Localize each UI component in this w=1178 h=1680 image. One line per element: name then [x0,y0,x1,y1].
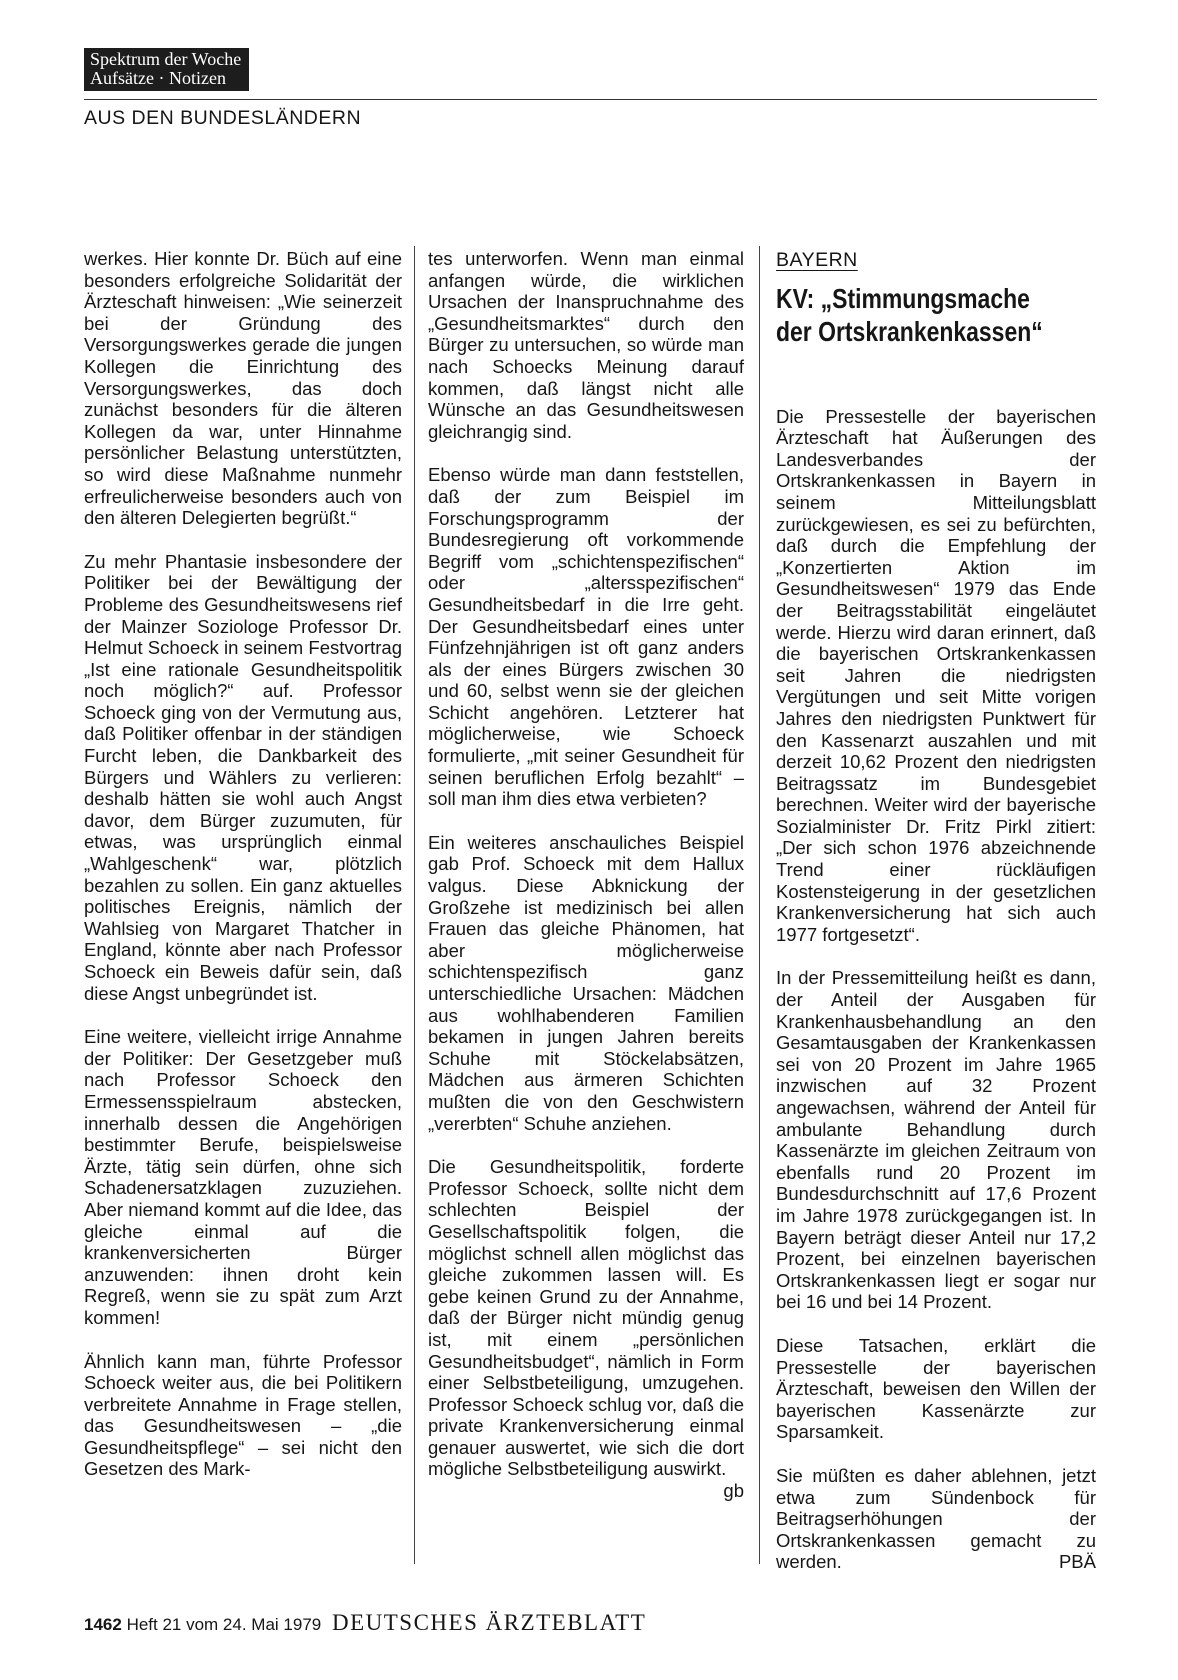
column-divider-2 [759,246,760,1564]
author-signature: gb [723,1480,744,1502]
article-column-1 [84,248,402,1502]
paragraph: Ähnlich kann man, führte Professor Schoeck weiter aus, die bei Politikern verbreitete Annahme in Frage stellen, das Gesundheitswesen – „die Gesundheitspflege“ – sei nicht den Gesetzen des Mark- [84,1350,402,1480]
masthead-line-2: Aufsätze · Notizen [90,68,226,88]
headline-line-2: der Ortskrankenkassen“ [776,315,1043,347]
paragraph: Die Pressestelle der bayerischen Ärzteschaft hat Äußerungen des Landesverbandes der Ortskrankenkassen in Bayern in seinem Mitteilungsblatt zurückgewiesen, es sei zu befürchten, daß durch die Empfehlung der „Konzertierten Aktion im Gesundheitswesen“ 1979 das Ende der Beitragsstabilität eingeläutet werde. Hierzu wird daran erinnert, daß die bayerischen Ortskrankenkassen seit Jahren die niedrigsten Vergütungen und seit Mitte vorigen Jahres den niedrigsten Punktwert für den Kassenarzt auszahlen und mit derzeit 10,62 Prozent den niedrigsten Beitragssatz im Bundesgebiet berechnen. Weiter wird der bayerische Sozialminister Dr. Fritz Pirkl zitiert: „Der sich schon 1976 abzeichnende Trend einer rückläufigen Kostensteigerung in der gesetzlichen Krankenversicherung hat sich auch 1977 fortgesetzt“. [776,405,1096,945]
article-column-2 [428,248,744,1502]
header-rule [84,99,1097,100]
paragraph: tes unterworfen. Wenn man einmal anfangen würde, die wirklichen Ursachen der Inanspruchnahme des „Gesundheitsmarktes“ durch den Bürger zu untersuchen, so würde man nach Schoecks Meinung darauf kommen, daß längst nicht alle Wünsche an das Gesundheitswesen gleichrangig sind. [428,248,744,442]
headline-line-1: KV: „Stimmungsmache [776,282,1030,314]
paragraph-text: Sie müßten es daher ablehnen, jetzt etwa zum Sündenbock für Beitragserhöhungen der Ortskrankenkassen gemacht zu werden. [776,1464,1096,1573]
paragraph: Ein weiteres anschauliches Beispiel gab Prof. Schoeck mit dem Hallux valgus. Diese Abknickung der Großzehe ist medizinisch bei allen Frauen das gleiche Phänomen, hat aber möglicherweise schichtenspezifisch ganz unterschiedliche Ursachen: Mädchen aus wohlhabenderen Familien bekamen in jungen Jahren bereits Schuhe mit Stöckelabsätzen, Mädchen aus ärmeren Schichten mußten die von den Geschwistern „vererbten“ Schuhe anziehen. [428,831,744,1134]
article-headline [776,282,1096,348]
page-number: 1462 [84,1615,122,1634]
column-divider-1 [414,246,415,1564]
paragraph: Diese Tatsachen, erklärt die Pressestelle der bayerischen Ärzteschaft, beweisen den Willen der bayerischen Kassenärzte zur Sparsamkeit. [776,1334,1096,1443]
paragraph: Zu mehr Phantasie insbesondere der Politiker bei der Bewältigung der Probleme des Gesundheitswesens rief der Mainzer Soziologe Professor Dr. Helmut Schoeck in seinem Festvortrag „Ist eine rationale Gesundheitspolitik noch möglich?“ auf. Professor Schoeck ging von der Vermutung aus, daß Politiker offenbar in der ständigen Furcht leben, die Dankbarkeit des Bürgers und Wählers zu verlieren: deshalb hätten sie wohl auch Angst davor, dem Bürger zuzumuten, für etwas, was ursprünglich einmal „Wahlgeschenk“ war, plötzlich bezahlen zu sollen. Ein ganz aktuelles politisches Ereignis, nämlich der Wahlsieg von Margaret Thatcher in England, könnte aber nach Professor Schoeck ein Beweis dafür sein, daß diese Angst unbegründet ist. [84,550,402,1004]
paragraph: Eine weitere, vielleicht irrige Annahme der Politiker: Der Gesetzgeber muß nach Professor Schoeck den Ermessensspielraum abstecken, innerhalb dessen die Angehörigen bestimmter Berufe, beispielsweise Ärzte, tätig sein dürfen, ohne sich Schadenersatzklagen zuzuziehen. Aber niemand kommt auf die Idee, das gleiche einmal auf die krankenversicherten Bürger anzuwenden: ihnen droht kein Regreß, wenn sie zu spät zum Arzt kommen! [84,1026,402,1328]
paragraph-with-signature [428,1156,744,1502]
article-column-3 [776,250,1096,1595]
region-label: BAYERN [776,249,858,271]
issue-info: Heft 21 vom 24. Mai 1979 [126,1615,322,1634]
author-signature: PBÄ [1058,1551,1096,1573]
page-footer [84,1610,646,1636]
masthead-line-1: Spektrum der Woche [90,49,242,69]
paragraph-text: Die Gesundheitspolitik, forderte Professor Schoeck, sollte nicht dem schlechten Beispiel der Gesellschaftspolitik folgen, die möglichst schnell allen möglichst das gleiche zukommen lassen will. Es gebe keinen Grund zu der Annahme, daß der Bürger nicht mündig genug ist, mit einem „persönlichen Gesundheitsbudget“, nämlich in Form einer Selbstbeteiligung, umzugehen. Professor Schoeck schlug vor, daß die private Krankenversicherung einmal genauer auswertet, wie sich die dort mögliche Selbstbeteiligung auswirkt. [428,1156,744,1480]
paragraph: Ebenso würde man dann feststellen, daß der zum Beispiel im Forschungsprogramm der Bundesregierung oft vorkommende Begriff vom „schichtenspezifischen“ oder „altersspezifischen“ Gesundheitsbedarf in die Irre geht. Der Gesundheitsbedarf eines unter Fünfzehnjährigen ist oft ganz anders als der eines Bürgers zwischen 30 und 60, selbst wenn sie der gleichen Schicht angehören. Letzterer hat möglicherweise, wie Schoeck formulierte, „mit seiner Gesundheit für seinen beruflichen Erfolg bezahlt“ – soll man ihm dies etwa verbieten? [428,464,744,810]
paragraph-with-signature [776,1465,1096,1573]
paragraph: In der Pressemitteilung heißt es dann, der Anteil der Ausgaben für Krankenhausbehandlung an den Gesamtausgaben der Krankenkassen sei von 20 Prozent im Jahre 1965 inzwischen auf 32 Prozent angewachsen, während der Anteil für ambulante Behandlung durch Kassenärzte im gleichen Zeitraum von ebenfalls rund 20 Prozent im Bundesdurchschnitt auf 17,6 Prozent im Jahre 1978 zurückgegangen ist. In Bayern beträgt dieser Anteil nur 17,2 Prozent, bei einzelnen bayerischen Ortskrankenkassen liegt er sogar nur bei 16 und bei 14 Prozent. [776,967,1096,1313]
paragraph: werkes. Hier konnte Dr. Büch auf eine besonders erfolgreiche Solidarität der Ärzteschaft hinweisen: „Wie seinerzeit bei der Gründung des Versorgungswerkes gerade die jungen Kollegen die Einrichtung des Versorgungswerkes, das doch zunächst besonders für die älteren Kollegen da war, unter Hinnahme persönlicher Belastung unterstützten, so wird diese Maßnahme nunmehr erfreulicherweise besonders auch von den älteren Delegierten begrüßt.“ [84,248,402,529]
journal-name: DEUTSCHES ÄRZTEBLATT [331,1610,647,1635]
section-title: AUS DEN BUNDESLÄNDERN [84,107,362,129]
masthead-label [84,48,249,91]
